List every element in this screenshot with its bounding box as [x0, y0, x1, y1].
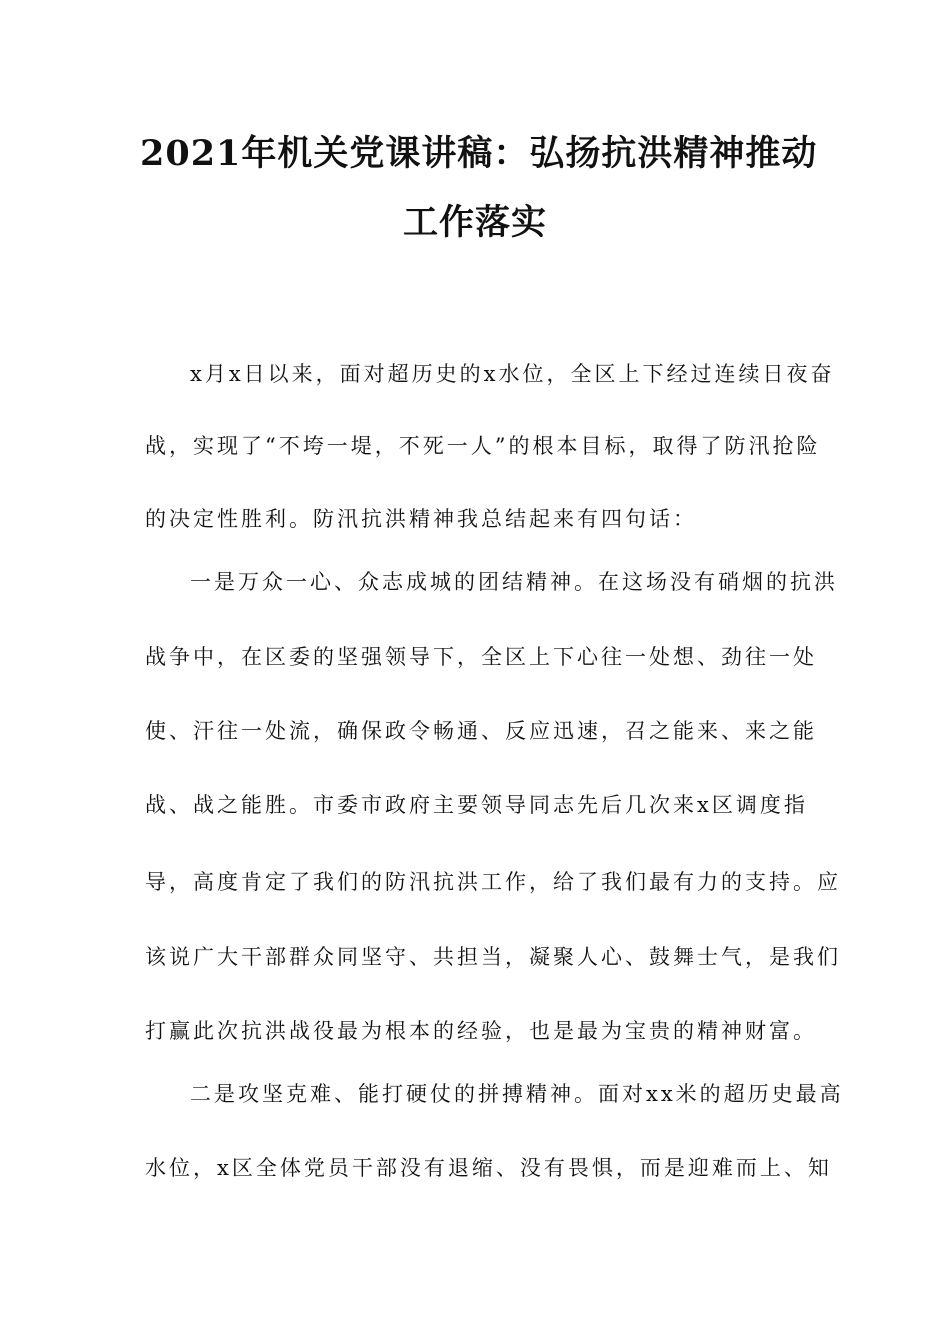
- paragraph-1-line-3: 的决定性胜利。防汛抗洪精神我总结起来有四句话：: [145, 507, 697, 531]
- paragraph-2-line-2: 战争中，在区委的坚强领导下，全区上下心往一处想、劲往一处: [145, 645, 817, 669]
- paragraph-2-line-7: 打赢此次抗洪战役最为根本的经验，也是最为宝贵的精神财富。: [145, 1019, 817, 1043]
- paragraph-2-line-4: 战、战之能胜。市委市政府主要领导同志先后几次来x区调度指: [145, 793, 808, 817]
- paragraph-2-line-1: 一是万众一心、众志成城的团结精神。在这场没有硝烟的抗洪: [190, 570, 838, 594]
- document-title-line-2: 工作落实: [402, 202, 547, 243]
- paragraph-1-line-2: 战，实现了“不垮一堤，不死一人”的根本目标，取得了防汛抢险: [145, 434, 821, 458]
- paragraph-2-line-5: 导，高度肯定了我们的防汛抗洪工作，给了我们最有力的支持。应: [145, 870, 841, 894]
- paragraph-3-line-2: 水位，x区全体党员干部没有退缩、没有畏惧，而是迎难而上、知: [145, 1156, 832, 1180]
- paragraph-2-line-3: 使、汗往一处流，确保政令畅通、反应迅速，召之能来、来之能: [145, 719, 817, 743]
- paragraph-3-line-1: 二是攻坚克难、能打硬仗的拼搏精神。面对xx米的超历史最高: [190, 1082, 844, 1106]
- paragraph-2-line-6: 该说广大干部群众同坚守、共担当，凝聚人心、鼓舞士气，是我们: [145, 945, 841, 969]
- paragraph-1-line-1: x月x日以来，面对超历史的x水位，全区上下经过连续日夜奋: [190, 362, 835, 386]
- document-title-line-1: 2021年机关党课讲稿：弘扬抗洪精神推动: [140, 133, 818, 174]
